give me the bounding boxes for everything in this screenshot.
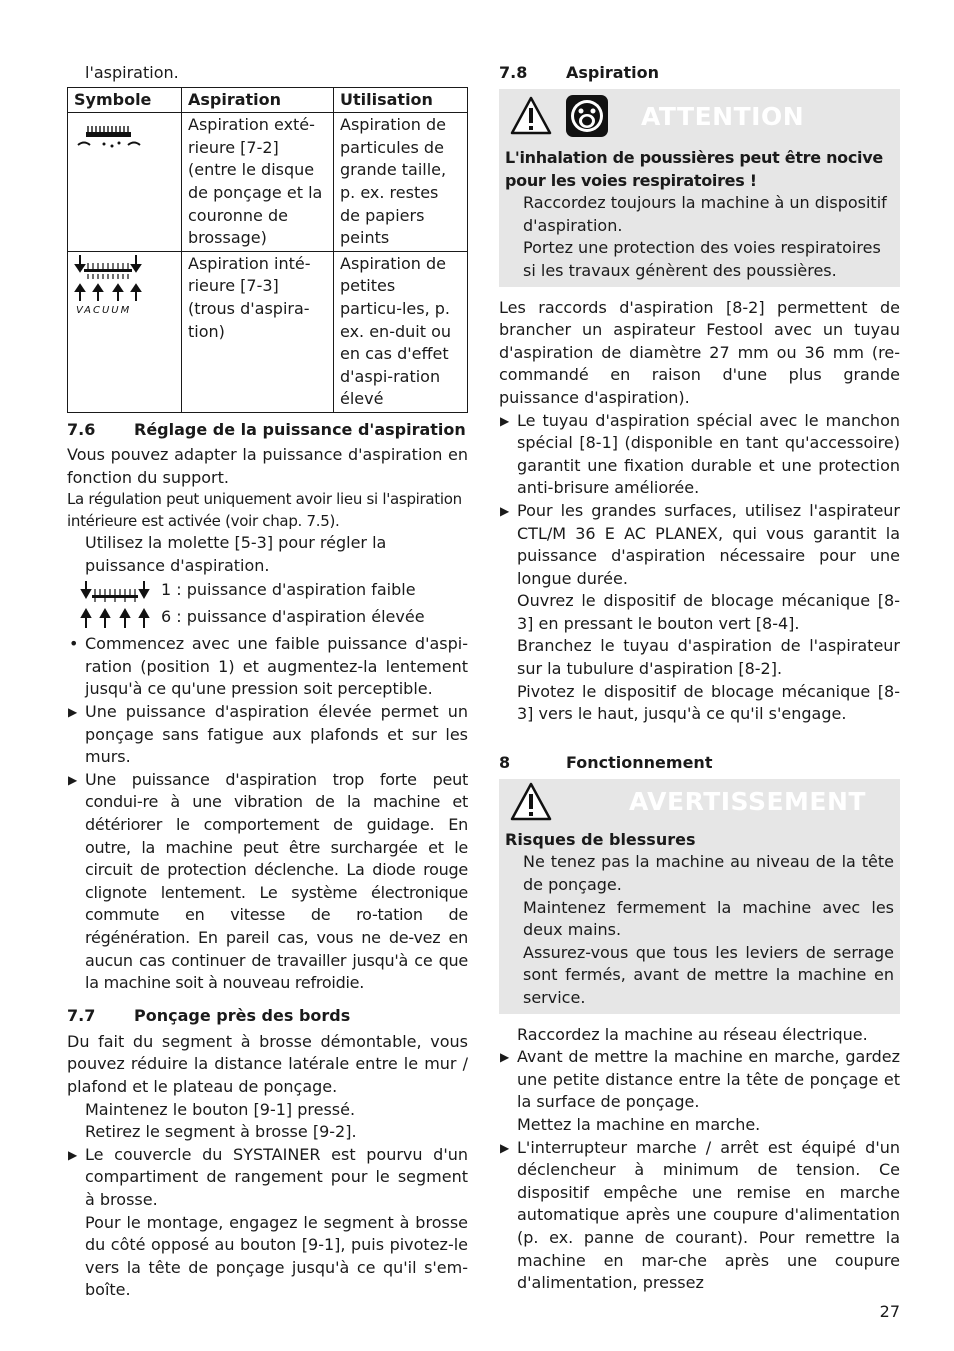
warning-header: [499, 779, 900, 825]
section-title: Ponçage près des bords: [134, 1005, 351, 1025]
warning-body: [499, 825, 900, 1010]
arrow-item: [67, 769, 468, 995]
arrow-item: [499, 500, 900, 590]
section-heading-7-7: [67, 1005, 468, 1027]
table-cell-utilisation: Aspiration de petites particu-les, p. ex. en-duit ou en cas d'effet d'aspi-ration élevé: [334, 251, 468, 412]
triangle-right-icon: ▶: [68, 772, 77, 787]
arrow-item: [499, 1137, 900, 1295]
warning-instruction: Maintenez fermement la machine avec les deux mains.: [523, 897, 894, 940]
instruction: Maintenez le bouton [9-1] pressé.: [85, 1099, 356, 1119]
table-header-row: [68, 87, 468, 113]
suction-symbol-table: [67, 87, 468, 413]
warning-title: AVERTISSEMENT: [629, 787, 866, 817]
arrow-item: [499, 410, 900, 500]
warning-instruction: Ne tenez pas la machine au niveau de la tête de ponçage.: [523, 852, 894, 895]
triangle-right-icon: ▶: [500, 413, 510, 428]
level-label: 6 : puissance d'aspiration élevée: [161, 607, 425, 627]
section-heading-7-8: [499, 62, 900, 84]
arrow-text: Avant de mettre la machine en marche, gardez une petite distance entre la tête de ponçage et la surface de ponçage.: [517, 1047, 900, 1112]
paragraph: Du fait du segment à brosse démontable, vous pouvez réduire la distance latérale entre le mur / plafond et le plateau de ponçage.: [67, 1031, 468, 1096]
instruction: Branchez le tuyau d'aspiration de l'aspirateur sur la tubulure d'aspiration [8-2].: [517, 636, 900, 679]
high-suction-icon: [67, 607, 161, 629]
triangle-right-icon: ▶: [68, 1147, 78, 1162]
arrow-text: Le couvercle du SYSTAINER est pourvu d'un compartiment de rangement pour le segment à brosse.: [85, 1144, 468, 1209]
bullet-icon: •: [69, 634, 79, 654]
table-header-utilisation: Utilisation: [334, 87, 468, 113]
table-cell-utilisation: Aspiration de particules de grande taille, p. ex. restes de papiers peints: [334, 113, 468, 252]
section-number: 8: [499, 752, 511, 772]
triangle-right-icon: ▶: [500, 503, 510, 518]
section-title: Réglage de la puissance d'aspiration: [134, 419, 466, 439]
instruction: Pivotez le dispositif de blocage mécanique [8-3] vers le haut, jusqu'à ce qu'il s'engage.: [517, 681, 900, 724]
suction-level-high: [67, 604, 468, 631]
right-column: [499, 62, 900, 1295]
warning-instruction: Assurez-vous que tous les leviers de serrage sont fermés, avant de mettre la machine en service.: [523, 942, 894, 1007]
arrow-text: Le tuyau d'aspiration spécial avec le manchon spécial [8-1] (disponible en tant qu'accessoire) garantit une fixation durable et une protection anti-brisure améliorée.: [517, 410, 900, 498]
table-row: [68, 113, 468, 252]
instruction: Utilisez la molette [5-3] pour régler la puissance d'aspiration.: [85, 533, 387, 575]
triangle-right-icon: ▶: [68, 705, 78, 720]
arrow-text: L'interrupteur marche / arrêt est équipé d'un déclencheur à minimum de tension. Ce dispositif empêche une remise en marche automatique après une coupure d'alimentation (p. ex. panne de courant). Pour remettre la machine en mar-che après une coupure d'alimentation, pressez: [517, 1137, 900, 1293]
attention-body: [499, 143, 900, 283]
table-cell-symbol: [68, 113, 182, 252]
attention-header: [499, 89, 900, 143]
low-suction-icon: [67, 580, 161, 602]
bullet-text: Commencez avec une faible puissance d'aspi-ration (position 1) et augmentez-la lentement jusqu'à ce qu'une pression soit perceptible.: [85, 634, 468, 699]
intro-text: l'aspiration.: [85, 63, 179, 82]
warning-triangle-icon: [509, 781, 553, 823]
suction-level-low: [67, 577, 468, 604]
section-number: 7.7: [67, 1005, 96, 1025]
attention-heading: L'inhalation de poussières peut être nocive pour les voies respiratoires !: [505, 148, 883, 190]
arrow-item: [67, 701, 468, 769]
vacuum-label: VACUUM: [76, 304, 132, 315]
section-title: Fonctionnement: [566, 752, 713, 772]
triangle-right-icon: ▶: [500, 1140, 510, 1155]
table-row: [68, 251, 468, 412]
section-number: 7.6: [67, 419, 96, 439]
paragraph: Les raccords d'aspiration [8-2] permettent de brancher un aspirateur Festool avec un tuyau d'aspiration de diamètre 27 mm ou 36 mm (re-commandé en raison d'une plus grande puissance d'aspiration).: [499, 297, 900, 407]
section-heading-8: [499, 752, 900, 774]
external-suction-icon: [74, 114, 144, 154]
paragraph-note: La régulation peut uniquement avoir lieu si l'aspiration intérieure est activée (voir chap. 7.5).: [67, 490, 462, 530]
instruction: Ouvrez le dispositif de blocage mécanique [8-3] en pressant le bouton vert [8-4].: [517, 591, 900, 633]
section-number: 7.8: [499, 63, 528, 82]
section-heading-7-6: [67, 419, 468, 441]
attention-box: [499, 89, 900, 287]
table-header-aspiration: Aspiration: [182, 87, 334, 113]
arrow-item: [67, 1144, 468, 1212]
respirator-mask-icon: [565, 94, 609, 138]
arrow-text: Pour les grandes surfaces, utilisez l'aspirateur CTL/M 36 E AC PLANEX, qui vous garantit la puissance d'aspiration nécessaire pour une longue durée.: [517, 500, 900, 588]
instruction: Pour le montage, engagez le segment à brosse du côté opposé au bouton [9-1], puis pivotez-le vers la tête de ponçage jusqu'à ce qu'il s'em-boîte.: [85, 1212, 468, 1300]
internal-suction-vacuum-icon: [74, 253, 146, 315]
warning-box: [499, 779, 900, 1014]
attention-instruction: Portez une protection des voies respiratoires si les travaux génèrent des poussières.: [523, 238, 881, 280]
bullet-item: [67, 633, 468, 701]
table-cell-aspiration: Aspiration inté-rieure [7-3] (trous d'aspira-tion): [182, 251, 334, 412]
attention-title: ATTENTION: [641, 101, 805, 131]
warning-triangle-icon: [509, 95, 553, 137]
instruction: Mettez la machine en marche.: [517, 1114, 761, 1134]
table-cell-aspiration: Aspiration exté-rieure [7-2] (entre le disque de ponçage et la couronne de brossage): [182, 113, 334, 252]
arrow-text: Une puissance d'aspiration élevée permet un ponçage sans fatigue aux plafonds et sur les murs.: [85, 702, 468, 767]
arrow-item: [499, 1046, 900, 1114]
warning-heading: Risques de blessures: [505, 829, 696, 849]
table-cell-symbol: [68, 251, 182, 412]
triangle-right-icon: ▶: [500, 1050, 510, 1065]
attention-instruction: Raccordez toujours la machine à un dispositif d'aspiration.: [523, 193, 887, 235]
instruction: Retirez le segment à brosse [9-2].: [85, 1122, 357, 1142]
page-number: 27: [879, 1302, 900, 1321]
left-column: [67, 62, 468, 1302]
section-title: Aspiration: [566, 63, 660, 82]
table-header-symbol: Symbole: [68, 87, 182, 113]
paragraph: Vous pouvez adapter la puissance d'aspiration en fonction du support.: [67, 444, 468, 487]
instruction: Raccordez la machine au réseau électrique.: [517, 1024, 868, 1044]
arrow-text: Une puissance d'aspiration trop forte peut condui-re à une vibration de la machine et détériorer le comportement de guidage. En outre, la machine peut être surchargée et le circuit de protection déclenche. La diode rouge clignote lentement. Le système électronique commute en vitesse de ro-tation de régénération. En pareil cas, vous ne de-vez en aucun cas continuer de travailler jusqu'à ce que la machine soit à nouveau refroidie.: [85, 769, 468, 993]
level-label: 1 : puissance d'aspiration faible: [161, 580, 416, 600]
